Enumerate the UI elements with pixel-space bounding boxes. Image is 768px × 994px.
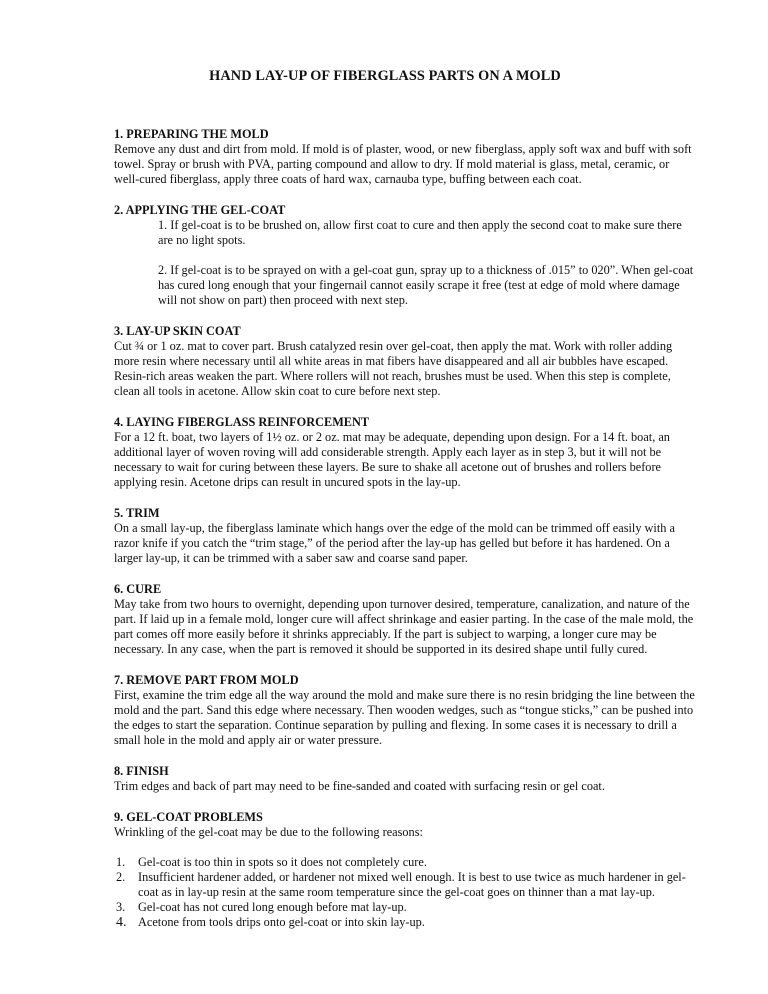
section-reinforcement xyxy=(114,415,696,490)
section-heading: 9. GEL-COAT PROBLEMS xyxy=(114,810,263,824)
section-body: Trim edges and back of part may need to be fine-sanded and coated with surfacing resin or gel coat. xyxy=(114,779,605,793)
section-body: Remove any dust and dirt from mold. If mold is of plaster, wood, or new fiberglass, apply soft wax and buff with soft towel. Spray or brush with PVA, parting compound and allow to dry. If mold material is glass, metal, ceramic, or well-cured fiberglass, apply three coats of hard wax, carnauba type, buffing between each coat. xyxy=(114,142,692,186)
list-item-number: 2. xyxy=(116,870,126,884)
section-finish xyxy=(114,764,696,794)
section-heading: 8. FINISH xyxy=(114,764,169,778)
subitem-sprayed: 2. If gel-coat is to be sprayed on with a gel-coat gun, spray up to a thickness of .015” to 020”. When gel-coat has cured long enough that your fingernail cannot easily scrape it free (test at edge of mold where damage will not show on part) then proceed with next step. xyxy=(158,263,694,307)
list-item xyxy=(114,855,696,870)
list-item-text: Insufficient hardener added, or hardener not mixed well enough. It is best to use twice as much hardener in gel-coat as in lay-up resin at the same room temperature since the gel-coat goes on thinner than a mat lay-up. xyxy=(138,870,686,899)
section-body: For a 12 ft. boat, two layers of 1½ oz. or 2 oz. mat may be adequate, depending upon design. For a 14 ft. boat, an additional layer of woven roving will add considerable strength. Apply each layer as in step 3, but it will not be necessary to wait for curing between these layers. Be sure to shake all acetone out of brushes and rollers before applying resin. Acetone drips can result in uncured spots in the lay-up. xyxy=(114,430,670,489)
section-remove-part xyxy=(114,673,696,748)
section-cure xyxy=(114,582,696,657)
section-body: Wrinkling of the gel-coat may be due to the following reasons: xyxy=(114,825,423,839)
section-preparing-mold xyxy=(114,127,696,187)
section-body: On a small lay-up, the fiberglass laminate which hangs over the edge of the mold can be trimmed off easily with a razor knife if you catch the “trim stage,” of the period after the lay-up has gelled but before it has hardened. On a larger lay-up, it can be trimmed with a saber saw and coarse sand paper. xyxy=(114,521,675,565)
section-subitems xyxy=(114,218,696,308)
section-heading: 1. PREPARING THE MOLD xyxy=(114,127,269,141)
section-gel-coat-problems xyxy=(114,810,696,930)
list-item-number: 3. xyxy=(116,900,126,914)
section-trim xyxy=(114,506,696,566)
section-body: May take from two hours to overnight, depending upon turnover desired, temperature, canalization, and nature of the part. If laid up in a female mold, longer cure will affect shrinkage and easier parting. In the case of the male mold, the part comes off more easily before it shrinks appreciably. If the part is subject to warping, a longer cure may be necessary. In any case, when the part is removed it should be supported in its desired shape until fully cured. xyxy=(114,597,694,656)
section-body: First, examine the trim edge all the way around the mold and make sure there is no resin bridging the line between the mold and the part. Sand this edge where necessary. Then wooden wedges, such as “tongue sticks,” can be pushed into the edges to start the separation. Continue separation by pulling and flexing. In some cases it is necessary to drill a small hole in the mold and apply air or water pressure. xyxy=(114,688,695,747)
list-item xyxy=(114,915,696,930)
list-item xyxy=(114,900,696,915)
list-item-text: Acetone from tools drips onto gel-coat or into skin lay-up. xyxy=(138,915,425,929)
section-heading: 7. REMOVE PART FROM MOLD xyxy=(114,673,299,687)
list-item-text: Gel-coat has not cured long enough before mat lay-up. xyxy=(138,900,407,914)
subitem-brushed: 1. If gel-coat is to be brushed on, allow first coat to cure and then apply the second coat to make sure there are no light spots. xyxy=(158,218,682,247)
section-applying-gel-coat xyxy=(114,203,696,308)
section-body: Cut ¾ or 1 oz. mat to cover part. Brush catalyzed resin over gel-coat, then apply the mat. Work with roller adding more resin where necessary until all white areas in mat fibers have disappeared and all air bubbles have escaped. Resin-rich areas weaken the part. Where rollers will not reach, brushes must be used. When this step is complete, clean all tools in acetone. Allow skin coat to cure before next step. xyxy=(114,339,673,398)
problems-list xyxy=(114,855,696,930)
section-heading: 3. LAY-UP SKIN COAT xyxy=(114,324,241,338)
section-heading: 4. LAYING FIBERGLASS REINFORCEMENT xyxy=(114,415,370,429)
section-heading: 2. APPLYING THE GEL-COAT xyxy=(114,203,286,217)
list-item xyxy=(114,870,696,900)
section-skin-coat xyxy=(114,324,696,399)
list-item-number: 1. xyxy=(116,855,126,869)
section-heading: 5. TRIM xyxy=(114,506,160,520)
list-item-number: 4. xyxy=(116,915,127,930)
document-title: HAND LAY-UP OF FIBERGLASS PARTS ON A MOLD xyxy=(209,68,561,84)
section-heading: 6. CURE xyxy=(114,582,162,596)
list-item-text: Gel-coat is too thin in spots so it does not completely cure. xyxy=(138,855,427,869)
